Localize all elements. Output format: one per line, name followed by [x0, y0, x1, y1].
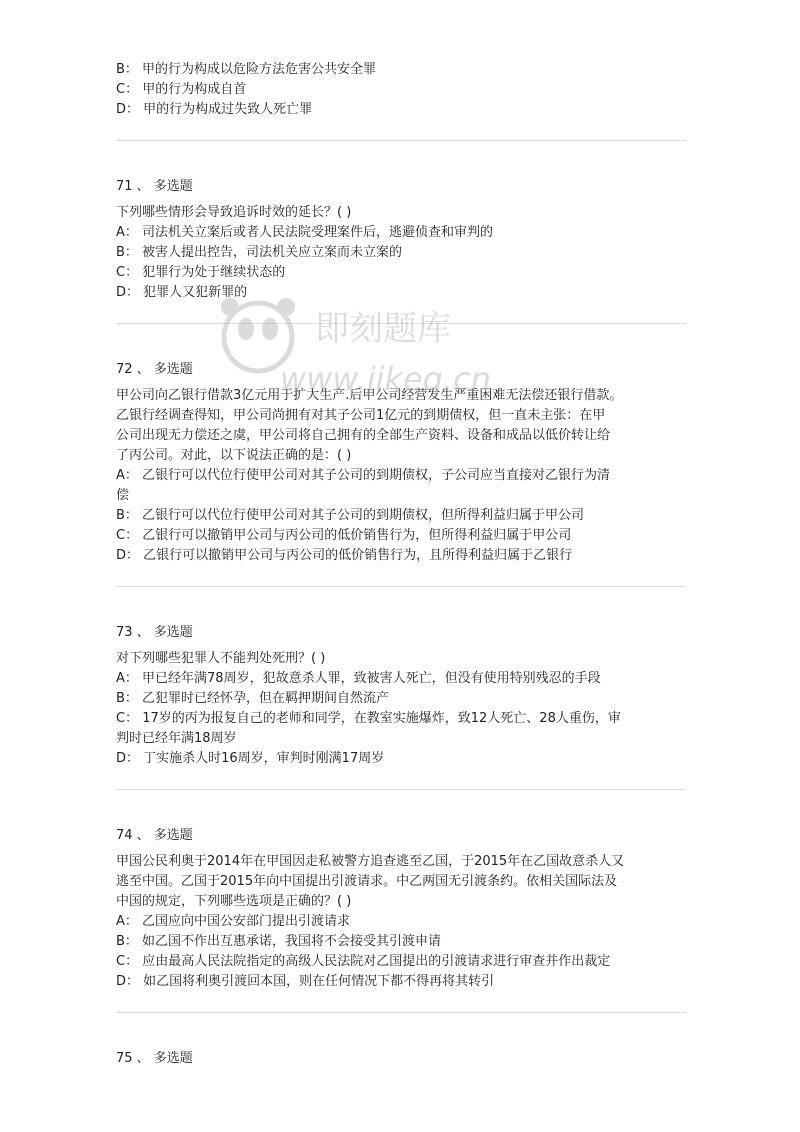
question-stem: 下列哪些情形会导致追诉时效的延长？( )	[116, 205, 352, 220]
question-73	[116, 623, 686, 769]
watermark-url: www.jikeq.cn	[280, 360, 491, 398]
option-a[interactable]: A： 甲已经年满78周岁，犯故意杀人罪，致被害人死亡，但没有使用特别残忍的手段	[116, 671, 601, 686]
option-d[interactable]: D： 犯罪人又犯新罪的	[116, 285, 248, 300]
divider	[116, 586, 686, 587]
option-c-line: 判时已经年满18周岁	[116, 731, 237, 746]
divider	[116, 140, 686, 141]
option-a-line: A： 乙银行可以代位行使甲公司对其子公司的到期债权，子公司应当直接对乙银行为清	[116, 468, 611, 483]
option-c-line: C： 17岁的丙为报复自己的老师和同学，在教室实施爆炸，致12人死亡、28人重伤，审	[116, 711, 621, 726]
watermark-brand: 即刻题库	[315, 309, 451, 349]
question-header: 75 、 多选题	[116, 1051, 193, 1066]
question-stem-line: 中国的规定，下列哪些选项是正确的？( )	[116, 894, 352, 909]
question-stem-line: 甲公司向乙银行借款3亿元用于扩大生产.后甲公司经营发生严重困难无法偿还银行借款。	[116, 388, 623, 403]
question-74	[116, 826, 686, 992]
question-header: 72 、 多选题	[116, 362, 193, 377]
option-d[interactable]: D： 乙银行可以撤销甲公司与丙公司的低价销售行为，且所得利益归属于乙银行	[116, 548, 573, 563]
question-header: 74 、 多选题	[116, 828, 193, 843]
question-stem-line: 逃至中国。乙国于2015年向中国提出引渡请求。中乙两国无引渡条约。依相关国际法及	[116, 874, 618, 889]
question-stem-line: 了丙公司。对此，以下说法正确的是：( )	[116, 448, 352, 463]
option-a[interactable]	[116, 466, 686, 506]
option-c[interactable]: C： 乙银行可以撤销甲公司与丙公司的低价销售行为，但所得利益归属于甲公司	[116, 528, 572, 543]
question-72	[116, 360, 686, 566]
option-c[interactable]: C： 犯罪行为处于继续状态的	[116, 265, 286, 280]
option-d[interactable]: D： 丁实施杀人时16周岁，审判时刚满17周岁	[116, 751, 385, 766]
document-page	[116, 60, 686, 1075]
option-c[interactable]: C： 甲的行为构成自首	[116, 82, 247, 97]
option-b[interactable]: B： 如乙国不作出互惠承诺，我国将不会接受其引渡申请	[116, 934, 442, 949]
divider	[116, 323, 686, 324]
question-header: 71 、 多选题	[116, 179, 193, 194]
option-a[interactable]: A： 乙国应向中国公安部门提出引渡请求	[116, 914, 351, 929]
option-b[interactable]: B： 甲的行为构成以危险方法危害公共安全罪	[116, 62, 377, 77]
divider	[116, 1012, 686, 1013]
question-stem-line: 公司出现无力偿还之虞，甲公司将自己拥有的全部生产资料、设备和成品以低价转让给	[116, 428, 611, 443]
option-d[interactable]: D： 如乙国将利奥引渡回本国，则在任何情况下都不得再将其转引	[116, 974, 495, 989]
divider	[116, 789, 686, 790]
option-b[interactable]: B： 被害人提出控告，司法机关应立案而未立案的	[116, 245, 403, 260]
option-c[interactable]	[116, 709, 686, 749]
option-b[interactable]: B： 乙银行可以代位行使甲公司对其子公司的到期债权，但所得利益归属于甲公司	[116, 508, 585, 523]
question-71	[116, 177, 686, 303]
prev-question-options	[116, 60, 686, 120]
option-d[interactable]: D： 甲的行为构成过失致人死亡罪	[116, 102, 313, 117]
question-header: 73 、 多选题	[116, 625, 193, 640]
question-75	[116, 1049, 686, 1069]
option-c[interactable]: C： 应由最高人民法院指定的高级人民法院对乙国提出的引渡请求进行审查并作出裁定	[116, 954, 611, 969]
question-stem-line: 甲国公民利奥于2014年在甲国因走私被警方追查逃至乙国，于2015年在乙国故意杀人又	[116, 854, 625, 869]
option-b[interactable]: B： 乙犯罪时已经怀孕，但在羁押期间自然流产	[116, 691, 390, 706]
option-a[interactable]: A： 司法机关立案后或者人民法院受理案件后，逃避侦查和审判的	[116, 225, 494, 240]
question-stem-line: 乙银行经调查得知，甲公司尚拥有对其子公司1亿元的到期债权，但一直未主张：在甲	[116, 408, 606, 423]
option-a-line: 偿	[116, 488, 130, 503]
question-stem: 对下列哪些犯罪人不能判处死刑？( )	[116, 651, 326, 666]
